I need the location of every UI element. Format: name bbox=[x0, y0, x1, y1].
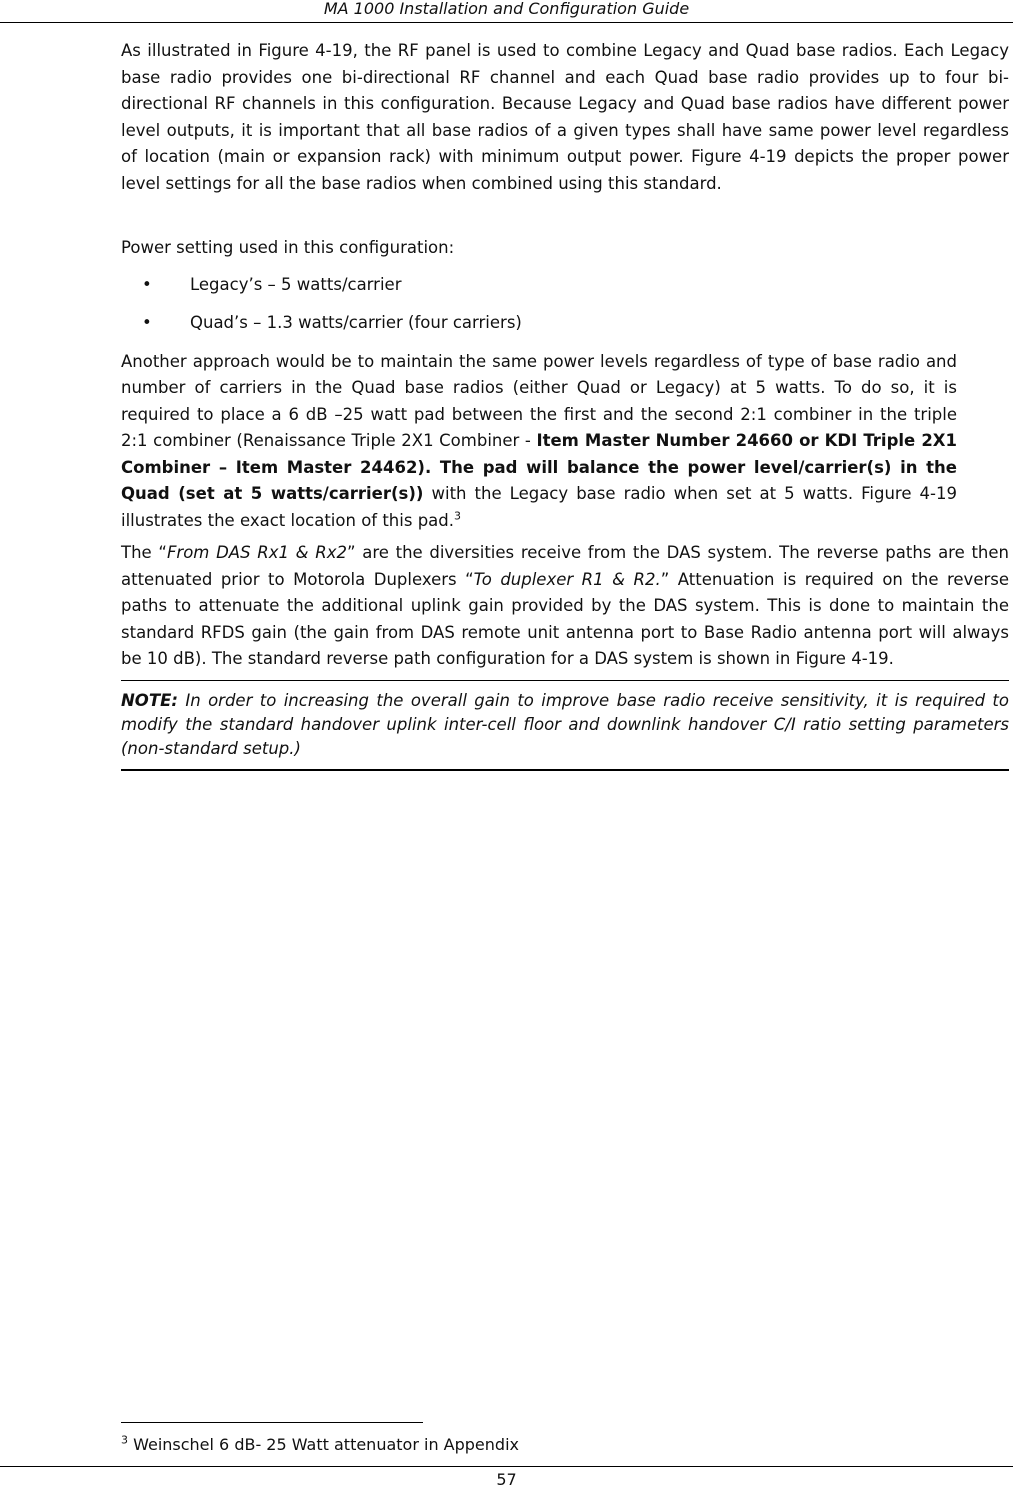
paragraph-alternative-approach bbox=[121, 349, 957, 535]
paragraph-text: ” Attenuation is required on the reverse paths to attenuate the additional uplink gain provided by the DAS system. This is done to maintain the standard RFDS gain (the gain from DAS remote unit antenna port to Base Radio antenna port will always be 10 dB). The standard reverse path configuration for a DAS system is shown in Figure 4-19. bbox=[121, 569, 1009, 668]
paragraph-reverse-paths bbox=[121, 540, 1009, 673]
footnote-reference[interactable]: 3 bbox=[454, 509, 461, 522]
document-title: MA 1000 Installation and Configuration Guide bbox=[323, 0, 690, 18]
page-body bbox=[121, 38, 1009, 1454]
paragraph-text: Another approach would be to maintain the same power levels regardless of type of base radio and number of carriers in the Quad base radios (either Quad or Legacy) at 5 watts. To do so, it is required to place a 6 dB –25 watt pad between the first and the second 2:1 combiner in the triple 2:1 combiner (Renaissance Triple 2X1 Combiner - bbox=[121, 351, 957, 450]
paragraph-power-setting: Power setting used in this configuration: bbox=[121, 238, 455, 257]
footer-divider bbox=[0, 1466, 1013, 1467]
bullet-icon: • bbox=[142, 313, 152, 332]
paragraph-text: The “ bbox=[121, 543, 167, 562]
note-box bbox=[121, 680, 1009, 771]
item-master-emphasis: Item Master Number 24660 or KDI Triple 2X1 Combiner – Item Master 24462). The pad will balance the power level/carrier(s) in the Quad (set at 5 watts/carrier(s)) bbox=[121, 431, 958, 503]
power-settings-list bbox=[121, 272, 1009, 337]
footnote-marker: 3 bbox=[121, 1433, 128, 1447]
list-item bbox=[121, 272, 1009, 299]
page-header bbox=[0, 0, 1013, 23]
bullet-icon: • bbox=[142, 274, 152, 294]
footnote bbox=[121, 1435, 519, 1455]
note-text: In order to increasing the overall gain to improve base radio receive sensitivity, it is required to modify the standard handover uplink inter-cell floor and downlink handover C/I ratio setting parameters (non-standard setup.) bbox=[121, 690, 1009, 758]
list-item bbox=[121, 310, 1009, 337]
paragraph-intro: As illustrated in Figure 4-19, the RF panel is used to combine Legacy and Quad base radios. Each Legacy base radio provides one bi-directional RF channel and each Quad base radio provides up to four bi-directional RF channels in this configuration. Because Legacy and Quad base radios have different power level outputs, it is important that all base radios of a given types shall have same power level regardless of location (main or expansion rack) with minimum output power. Figure 4-19 depicts the proper power level settings for all the base radios when combined using this standard. bbox=[121, 41, 1009, 193]
footnote-text: Weinschel 6 dB- 25 Watt attenuator in Appendix bbox=[128, 1435, 519, 1454]
list-item-text: Legacy’s – 5 watts/carrier bbox=[190, 274, 402, 294]
diagram-label-reference: From DAS Rx1 & Rx2 bbox=[166, 543, 347, 562]
footnote-divider bbox=[121, 1422, 423, 1423]
paragraph-text: with the Legacy base radio when set at 5 watts. Figure 4-19 illustrates the exact location of this pad. bbox=[121, 484, 957, 530]
page-number: 57 bbox=[496, 1470, 517, 1489]
note-label: NOTE: bbox=[121, 690, 178, 710]
paragraph-text: ” are the diversities receive from the DAS system. The reverse paths are then attenuated prior to Motorola Duplexers “ bbox=[121, 543, 1009, 589]
diagram-label-reference: To duplexer R1 & R2. bbox=[473, 569, 661, 589]
list-item-text: Quad’s – 1.3 watts/carrier (four carriers) bbox=[190, 313, 522, 332]
